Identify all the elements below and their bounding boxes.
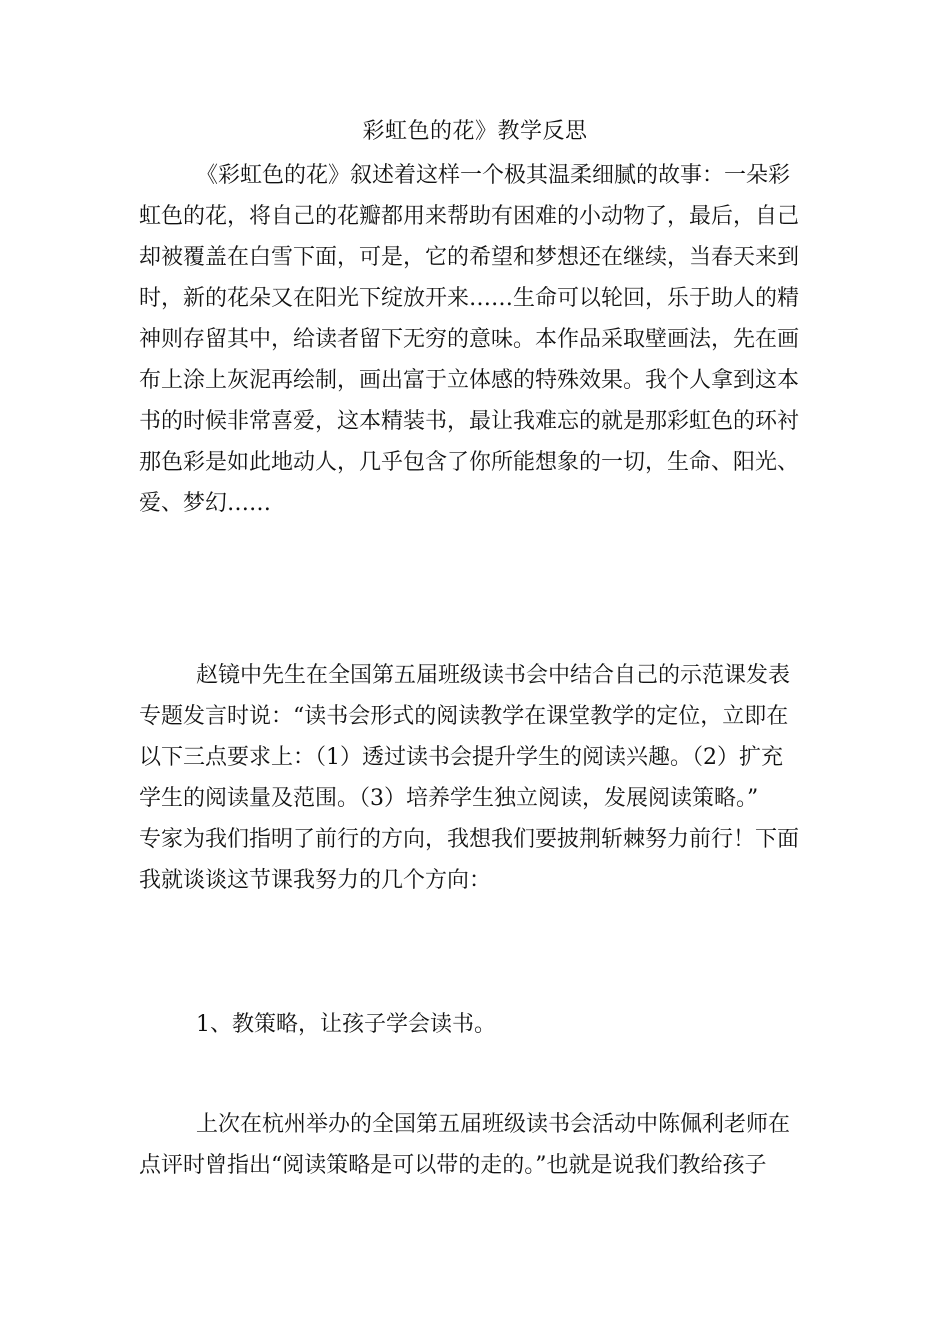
paragraph-line: 神则存留其中，给读者留下无穷的意味。本作品采取壁画法，先在画 <box>139 327 800 352</box>
paragraph-line: 我就谈谈这节课我努力的几个方向： <box>139 868 492 893</box>
paragraph-1 <box>139 155 799 524</box>
paragraph-line: 书的时候非常喜爱，这本精装书，最让我难忘的就是那彩虹色的环衬 <box>139 409 800 434</box>
document-title: 彩虹色的花》教学反思 <box>362 119 588 144</box>
paragraph-line: 虹色的花，将自己的花瓣都用来帮助有困难的小动物了，最后，自己 <box>139 204 800 229</box>
paragraph-line: 《彩虹色的花》叙述着这样一个极其温柔细腻的故事：一朵彩 <box>196 163 791 188</box>
paragraph-4 <box>139 1104 790 1186</box>
paragraph-line: 学生的阅读量及范围。（3）培养学生独立阅读，发展阅读策略。” <box>139 786 759 811</box>
section-heading-text: 1、教策略，让孩子学会读书。 <box>196 1012 496 1037</box>
paragraph-line: 却被覆盖在白雪下面，可是，它的希望和梦想还在继续，当春天来到 <box>139 245 800 270</box>
paragraph-line: 专题发言时说：“读书会形式的阅读教学在课堂教学的定位，立即在 <box>139 704 789 729</box>
paragraph-line: 布上涂上灰泥再绘制，画出富于立体感的特殊效果。我个人拿到这本 <box>139 368 800 393</box>
section-heading-1 <box>139 1004 496 1045</box>
paragraph-line: 爱、梦幻…… <box>139 491 272 516</box>
paragraph-line: 上次在杭州举办的全国第五届班级读书会活动中陈佩利老师在 <box>196 1112 791 1137</box>
paragraph-line: 点评时曾指出“阅读策略是可以带的走的。”也就是说我们教给孩子 <box>139 1153 767 1178</box>
paragraph-line: 以下三点要求上：（1）透过读书会提升学生的阅读兴趣。（2）扩充 <box>139 745 783 770</box>
paragraph-line: 专家为我们指明了前行的方向，我想我们要披荆斩棘努力前行！下面 <box>139 827 800 852</box>
paragraph-line: 时，新的花朵又在阳光下绽放开来……生命可以轮回，乐于助人的精 <box>139 286 800 311</box>
paragraph-line: 赵镜中先生在全国第五届班级读书会中结合自己的示范课发表 <box>196 663 791 688</box>
paragraph-line: 那色彩是如此地动人，几乎包含了你所能想象的一切，生命、阳光、 <box>139 450 800 475</box>
paragraph-2 <box>139 655 799 901</box>
